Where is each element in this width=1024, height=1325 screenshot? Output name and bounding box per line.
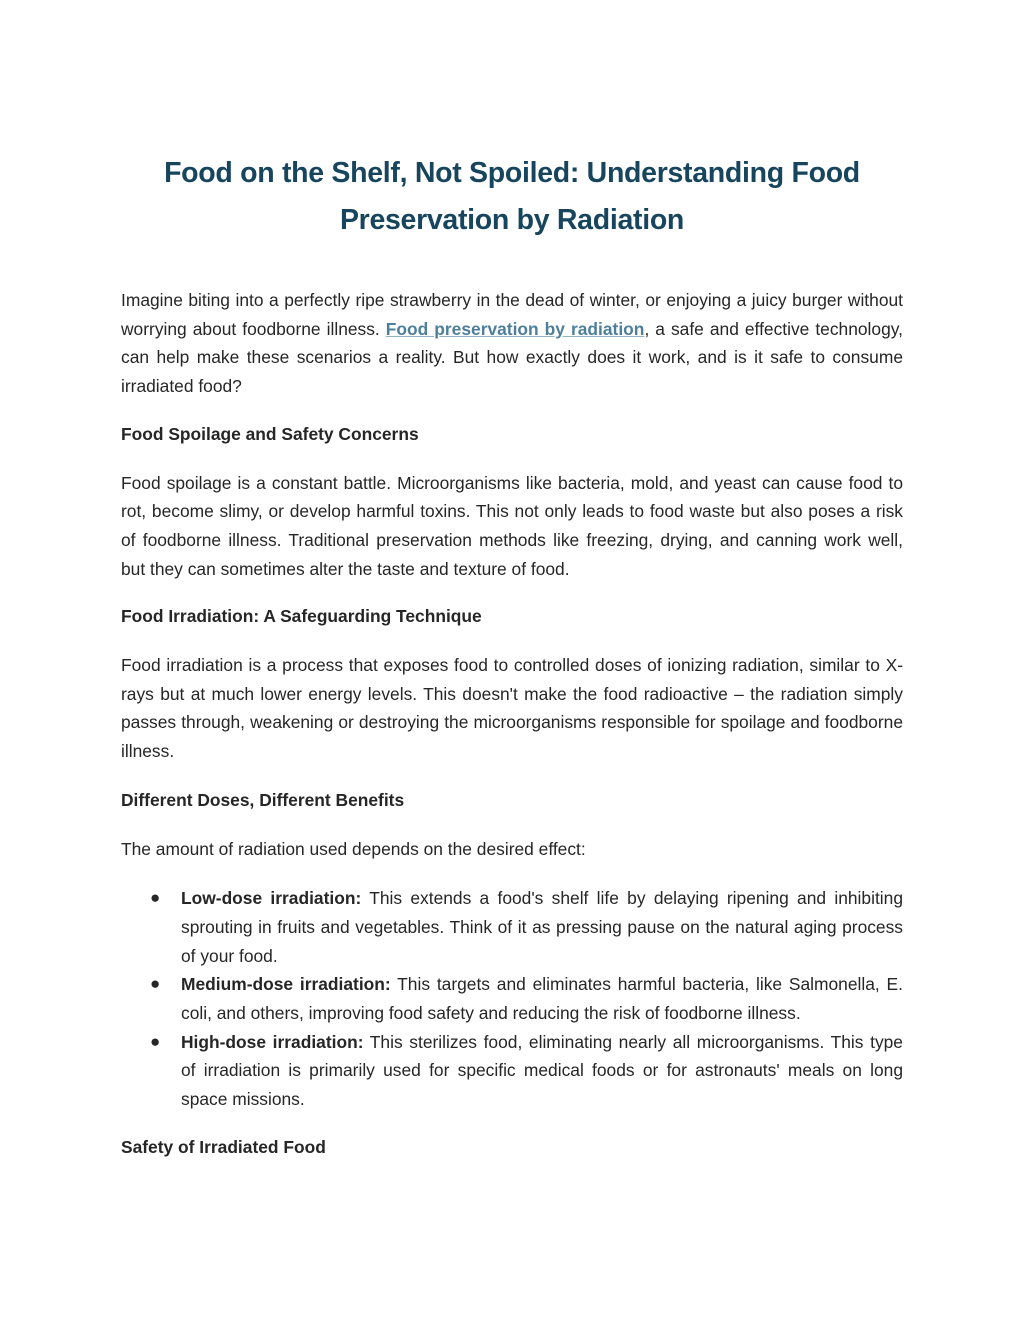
list-item xyxy=(121,884,903,970)
dose-list xyxy=(121,884,903,1114)
bullet-icon: ● xyxy=(150,888,161,908)
intro-text-end: , a safe and effective technology, can help make these scenarios a reality. But how exactly does it work, and is it safe to consume irradiated food? xyxy=(121,318,904,397)
list-item xyxy=(121,1028,903,1114)
bullet-term: Low-dose irradiation: xyxy=(181,888,362,909)
irradiation-heading: Food Irradiation: A Safeguarding Technique xyxy=(121,606,482,627)
intro-text-start: Imagine biting into a perfectly ripe strawberry in the dead of winter, or enjoying a juicy burger without worrying about foodborne illness. xyxy=(121,290,903,339)
page-title: Food on the Shelf, Not Spoiled: Understanding Food Preservation by Radiation xyxy=(164,157,860,236)
spoilage-paragraph: Food spoilage is a constant battle. Microorganisms like bacteria, mold, and yeast can cause food to rot, become slimy, or develop harmful toxins. This not only leads to food waste but also poses a risk of foodborne illness. Traditional preservation methods like freezing, drying, and canning work well, but they can sometimes alter the taste and texture of food. xyxy=(121,472,903,579)
bullet-icon: ● xyxy=(150,974,161,994)
safety-heading: Safety of Irradiated Food xyxy=(121,1136,326,1157)
spoilage-heading: Food Spoilage and Safety Concerns xyxy=(121,423,419,444)
bullet-term: Medium-dose irradiation: xyxy=(181,974,391,995)
food-preservation-link[interactable]: Food preservation by radiation xyxy=(385,318,645,339)
document-page xyxy=(121,150,903,1162)
intro-paragraph xyxy=(121,286,903,401)
bullet-icon: ● xyxy=(150,1031,161,1051)
bullet-text: This extends a food's shelf life by delaying ripening and inhibiting sprouting in fruits and vegetables. Think of it as pressing pause on the natural aging process of your food. xyxy=(181,888,903,966)
bullet-text: This sterilizes food, eliminating nearly all microorganisms. This type of irradiation is primarily used for specific medical foods or for astronauts' meals on long space missions. xyxy=(181,1031,903,1110)
doses-heading: Different Doses, Different Benefits xyxy=(121,789,405,810)
list-item xyxy=(121,970,903,1027)
irradiation-paragraph: Food irradiation is a process that exposes food to controlled doses of ionizing radiation, similar to X-rays but at much lower energy levels. This doesn't make the food radioactive – the radiation simply passes through, weakening or destroying the microorganisms responsible for spoilage and foodborne illness. xyxy=(121,655,903,762)
doses-paragraph: The amount of radiation used depends on the desired effect: xyxy=(121,838,586,859)
bullet-term: High-dose irradiation: xyxy=(181,1031,364,1052)
bullet-text: This targets and eliminates harmful bacteria, like Salmonella, E. coli, and others, improving food safety and reducing the risk of foodborne illness. xyxy=(181,974,903,1024)
